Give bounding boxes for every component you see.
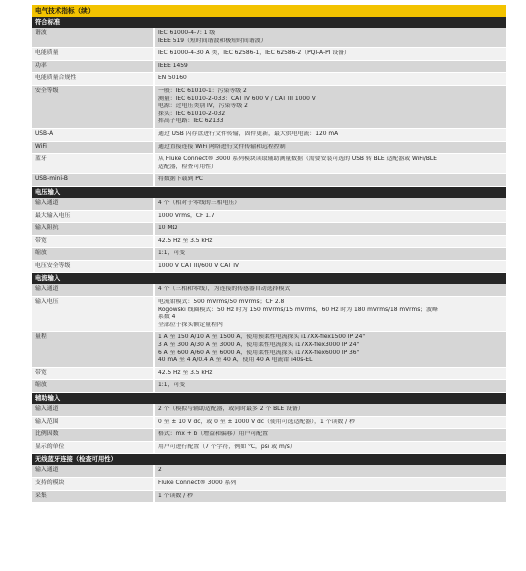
spec-value-line: 2 个（模拟与辅助适配器，或同时最多 2 个 BLE 设备）: [158, 406, 304, 412]
spec-body: [32, 17, 506, 503]
spec-value-line: 40 mA 至 4 A/0.4 A 至 40 A，使用 40 A 电流钳 i40s-EL: [158, 357, 313, 364]
spec-row: [32, 248, 506, 261]
spec-value-line: 3 A 至 300 A/30 A 至 3000 A，使用柔性电流探头 i17XX-flex3000 IP 24": [158, 342, 360, 349]
spec-value-line: 0 至 ± 10 V dc，或 0 至 ± 1000 V dc（使用可选适配器），1 个读数 / 秒: [158, 418, 355, 425]
spec-label: USB-A: [32, 129, 153, 141]
spec-row: [32, 174, 506, 187]
section-heading: 电流输入: [32, 273, 506, 284]
spec-value-line: 4 个（三相和零线），为连接的传感器自动选择模式: [158, 286, 291, 293]
spec-label: 输入范围: [32, 417, 153, 429]
spec-value: [153, 368, 506, 380]
spec-label: 采集: [32, 491, 153, 503]
spec-row: [32, 48, 506, 61]
spec-value-line: 通过 USB 闪存盘进行文件传输，固件更新，最大供电电流：120 mA: [158, 130, 339, 137]
section-heading: 符合标准: [32, 17, 506, 28]
spec-value-line: 1:1，可变: [158, 250, 186, 257]
spec-label: 电能质量合规性: [32, 73, 153, 85]
spec-value-line: EN 50160: [158, 75, 187, 82]
spec-label: 输入通道: [32, 404, 153, 416]
spec-label: WiFi: [32, 142, 153, 154]
spec-row: [32, 261, 506, 274]
spec-value-line: 1000 V CAT III/600 V CAT IV: [158, 262, 240, 269]
spec-value: [153, 129, 506, 141]
spec-value: [153, 48, 506, 60]
spec-value-line: 从 Fluke Connect® 3000 系列模块读取辅助测量数据（需要安装可选的 USB 转 BLE 适配器或 WiFi/BLE: [158, 156, 437, 163]
spec-row: [32, 28, 506, 48]
spec-row: [32, 429, 506, 442]
spec-row: [32, 211, 506, 224]
spec-value-line: 1000 Vrms，CF 1.7: [158, 212, 215, 219]
spec-value-line: 6 A 至 600 A/60 A 至 6000 A，使用柔性电流探头 i17XX-flex6000 IP 36": [158, 349, 360, 356]
spec-row: [32, 332, 506, 367]
spec-value-line: IEEE 1459: [158, 62, 188, 69]
spec-label: 带宽: [32, 368, 153, 380]
spec-row: [32, 465, 506, 478]
spec-value: [153, 442, 506, 454]
spec-row: [32, 73, 506, 86]
spec-label: 显示的单位: [32, 442, 153, 454]
spec-value: [153, 223, 506, 235]
spec-value: [153, 61, 506, 73]
spec-value-line: IEC 61000-4-7: 1 级: [158, 30, 216, 36]
spec-label: 输入通道: [32, 465, 153, 477]
section-heading: 无线蓝牙连接（检查可用性）: [32, 454, 506, 465]
spec-row: [32, 442, 506, 455]
spec-value-line: IEEE 519（短时间谐波和极短时间谐波）: [158, 37, 267, 44]
spec-value: [153, 380, 506, 392]
spec-label: 比例因数: [32, 429, 153, 441]
spec-label: 输入电压: [32, 297, 153, 331]
spec-row: [32, 297, 506, 332]
spec-label: 输入通道: [32, 198, 153, 210]
spec-label: 功率: [32, 61, 153, 73]
spec-value-line: 4 个（相对于零线的三相电压）: [158, 199, 241, 206]
spec-value: [153, 491, 506, 503]
spec-value-line: 适配器，检查可用性）: [158, 163, 217, 170]
spec-row: [32, 86, 506, 129]
spec-value: [153, 211, 506, 223]
spec-value-line: 电流钳模式：500 mVrms/50 mVrms；CF 2.8: [158, 299, 285, 306]
spec-value: [153, 198, 506, 210]
spec-label: 谐波: [32, 28, 153, 47]
spec-row: [32, 368, 506, 381]
spec-row: [32, 198, 506, 211]
spec-label: 安全等级: [32, 86, 153, 128]
spec-label: 电压安全等级: [32, 261, 153, 273]
spec-label: 输入阻抗: [32, 223, 153, 235]
spec-value-line: 挥高子电路：IEC 62133: [158, 118, 224, 125]
spec-value: [153, 429, 506, 441]
spec-label: 缩放: [32, 248, 153, 260]
spec-row: [32, 142, 506, 155]
spec-value-line: 格式：mx + b（增益和偏移）用户可配置: [158, 431, 269, 438]
spec-row: [32, 417, 506, 430]
spec-value-line: 1 个读数 / 秒: [158, 492, 193, 499]
spec-value-line: 系数 4: [158, 314, 176, 321]
spec-row: [32, 478, 506, 491]
spec-value-line: Fluke Connect® 3000 系列: [158, 479, 237, 486]
spec-value: [153, 465, 506, 477]
spec-sheet: [32, 5, 506, 503]
spec-value-line: 电源：过电压类别 IV，污染等级 2: [158, 103, 248, 110]
spec-label: 最大输入电压: [32, 211, 153, 223]
spec-value: [153, 261, 506, 273]
section-heading: 辅助输入: [32, 393, 506, 404]
spec-value: [153, 417, 506, 429]
spec-label: 量程: [32, 332, 153, 366]
spec-value: [153, 284, 506, 296]
spec-value: [153, 86, 506, 128]
spec-value-line: 全部位于探头额定量程内: [158, 321, 223, 328]
spec-row: [32, 380, 506, 393]
spec-value-line: IEC 61000-4-30 A 类，IEC 62586-1，IEC 62586-2（PQI-A-PI 设备）: [158, 50, 350, 57]
spec-value-line: 将数据下载到 PC: [158, 176, 203, 183]
spec-value-line: 探头：IEC 61010-2-032: [158, 110, 226, 117]
spec-value: [153, 73, 506, 85]
spec-value: [153, 174, 506, 186]
spec-value-line: 42.5 Hz 至 3.5 kHz: [158, 369, 213, 376]
sheet-title: 电气技术指标（续）: [32, 5, 506, 17]
spec-value: [153, 248, 506, 260]
spec-label: 缩放: [32, 380, 153, 392]
spec-row: [32, 236, 506, 249]
spec-value: [153, 28, 506, 47]
spec-label: 电能质量: [32, 48, 153, 60]
spec-value: [153, 297, 506, 331]
spec-value: [153, 332, 506, 366]
spec-value-line: 用户可进行配置（7 个字符，例如 °C，psi 或 m/s）: [158, 443, 296, 450]
spec-value-line: 测量：IEC 61010-2-033：CAT IV 600 V / CAT III 1000 V: [158, 95, 316, 102]
spec-label: 蓝牙: [32, 154, 153, 173]
spec-value: [153, 478, 506, 490]
section-heading: 电压输入: [32, 187, 506, 198]
spec-value-line: 10 MΩ: [158, 225, 177, 232]
spec-value-line: 一般：IEC 61010-1：污染等级 2: [158, 87, 247, 94]
spec-label: USB-mini-B: [32, 174, 153, 186]
spec-value-line: 42.5 Hz 至 3.5 kHz: [158, 237, 213, 244]
spec-row: [32, 154, 506, 174]
spec-value-line: 通过直接连接 WiFi 网络进行文件传输和远程控制: [158, 143, 286, 150]
spec-value: [153, 154, 506, 173]
spec-row: [32, 61, 506, 74]
spec-row: [32, 491, 506, 504]
spec-value: [153, 236, 506, 248]
spec-row: [32, 404, 506, 417]
spec-label: 输入通道: [32, 284, 153, 296]
spec-value-line: Rogowski 线圈模式：50 Hz 时为 150 mVrms/15 mVrms，60 Hz 时为 180 mVrms/18 mVrms；波峰: [158, 306, 438, 313]
spec-value: [153, 404, 506, 416]
spec-label: 支持的模块: [32, 478, 153, 490]
spec-value: [153, 142, 506, 154]
spec-row: [32, 129, 506, 142]
spec-value-line: 1:1，可变: [158, 382, 186, 389]
spec-label: 带宽: [32, 236, 153, 248]
spec-row: [32, 223, 506, 236]
spec-value-line: 1 A 至 150 A/10 A 至 1500 A，使用预柔性电流探头 i17XX-flex1500 IP 24": [158, 334, 366, 341]
spec-row: [32, 284, 506, 297]
spec-value-line: 2: [158, 467, 162, 474]
